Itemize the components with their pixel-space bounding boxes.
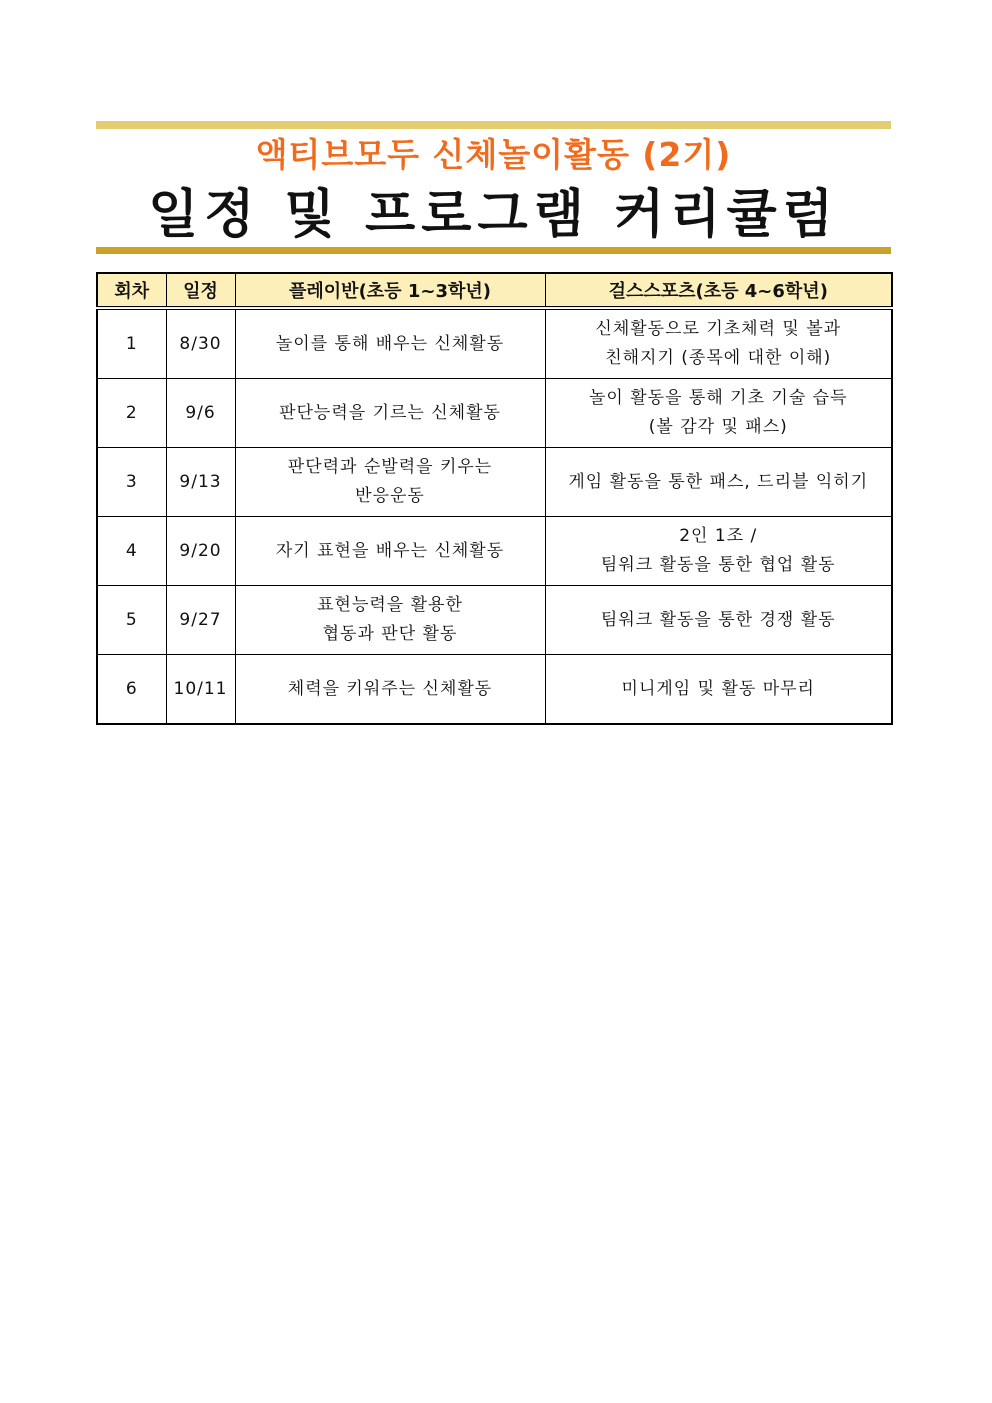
- cell-girls-sports-line: (볼 감각 및 패스): [648, 417, 788, 437]
- cell-date: 9/27: [166, 586, 235, 655]
- cell-play-class-line: 체력을 키워주는 신체활동: [287, 678, 493, 699]
- cell-play-class-line: 자기 표현을 배우는 신체활동: [275, 540, 505, 561]
- cell-girls-sports-line: 게임 활동을 통한 패스, 드리블 익히기: [568, 471, 869, 492]
- page-title: 일정 및 프로그램 커리큘럼: [148, 185, 839, 245]
- cell-play-class: [235, 655, 545, 725]
- cell-date: 10/11: [166, 655, 235, 725]
- header-bottom-rule: [96, 247, 891, 254]
- cell-play-class: [235, 448, 545, 517]
- cell-round: 3: [97, 448, 166, 517]
- column-header-play-class: 플레이반(초등 1~3학년): [235, 273, 545, 308]
- curriculum-table: [96, 272, 893, 725]
- table-row: [97, 517, 892, 586]
- cell-girls-sports-line: 미니게임 및 활동 마무리: [621, 678, 815, 699]
- cell-round: 6: [97, 655, 166, 725]
- table-row: [97, 655, 892, 725]
- page-subtitle: 액티브모두 신체놀이활동 (2기): [255, 135, 732, 174]
- cell-round: 4: [97, 517, 166, 586]
- cell-play-class: [235, 586, 545, 655]
- table-row: [97, 308, 892, 379]
- cell-girls-sports-line: 신체활동으로 기초체력 및 볼과: [595, 319, 842, 339]
- table-row: [97, 379, 892, 448]
- table-row: [97, 586, 892, 655]
- cell-play-class-line: 표현능력을 활용한: [317, 595, 463, 615]
- cell-girls-sports: [545, 586, 892, 655]
- cell-girls-sports-line: 팀워크 활동을 통한 협업 활동: [600, 555, 836, 575]
- header-top-rule: [96, 121, 891, 129]
- cell-girls-sports: [545, 448, 892, 517]
- cell-girls-sports: [545, 517, 892, 586]
- cell-round: 1: [97, 308, 166, 379]
- cell-play-class-line: 반응운동: [355, 486, 425, 506]
- cell-girls-sports-line: 놀이 활동을 통해 기초 기술 습득: [588, 388, 848, 408]
- cell-date: 9/6: [166, 379, 235, 448]
- cell-girls-sports: [545, 308, 892, 379]
- cell-play-class-line: 놀이를 통해 배우는 신체활동: [275, 333, 505, 354]
- column-header-girls-sports: 걸스스포츠(초등 4~6학년): [545, 273, 892, 308]
- column-header-date: 일정: [166, 273, 235, 308]
- cell-girls-sports: [545, 379, 892, 448]
- cell-girls-sports-line: 팀워크 활동을 통한 경쟁 활동: [600, 609, 836, 630]
- cell-play-class: [235, 379, 545, 448]
- cell-girls-sports-line: 2인 1조 /: [679, 526, 758, 546]
- column-header-round: 회차: [97, 273, 166, 308]
- cell-round: 2: [97, 379, 166, 448]
- cell-round: 5: [97, 586, 166, 655]
- cell-play-class: [235, 517, 545, 586]
- table-row: [97, 448, 892, 517]
- cell-play-class-line: 판단력과 순발력을 키우는: [287, 457, 493, 477]
- cell-girls-sports: [545, 655, 892, 725]
- table-header-row: [97, 273, 892, 308]
- cell-play-class-line: 판단능력을 기르는 신체활동: [279, 402, 501, 423]
- cell-date: 9/13: [166, 448, 235, 517]
- cell-play-class: [235, 308, 545, 379]
- cell-play-class-line: 협동과 판단 활동: [322, 624, 458, 644]
- table-body: [97, 308, 892, 724]
- cell-date: 8/30: [166, 308, 235, 379]
- cell-girls-sports-line: 친해지기 (종목에 대한 이해): [605, 348, 832, 368]
- cell-date: 9/20: [166, 517, 235, 586]
